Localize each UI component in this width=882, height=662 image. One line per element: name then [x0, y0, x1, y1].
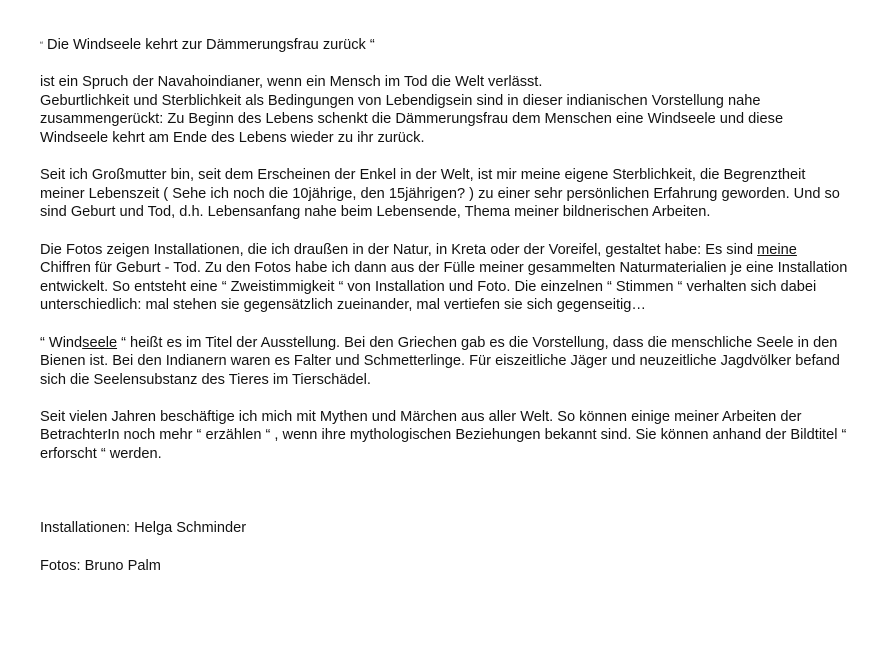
document-title: [40, 36, 850, 55]
paragraph-gap: [40, 148, 850, 167]
paragraph-2: Seit ich Großmutter bin, seit dem Erscheinen der Enkel in der Welt, ist mir meine eigene Sterblichkeit, die Begrenztheit meiner Lebenszeit ( Sehe ich noch die 10jährige, den 15jährigen? ) zu einer sehr persönlichen Erfahrung geworden. Und so sind Geburt und Tod, d.h. Lebensanfang nahe beim Lebensende, Thema meiner bildnerischen Arbeiten.: [40, 167, 840, 221]
title-open-quote: “: [40, 40, 43, 50]
paragraph-5: Seit vielen Jahren beschäftige ich mich mit Mythen und Märchen aus aller Welt. So können einige meiner Arbeiten der BetrachterIn noch mehr “ erzählen “ , wenn ihre mythologischen Beziehungen bekannt sind. Sie können anhand der Bildtitel “ erforscht “ werden.: [40, 408, 847, 463]
paragraph-4: [40, 334, 850, 390]
paragraph-4-text-after: “ heißt es im Titel der Ausstellung. Bei den Griechen gab es die Vorstellung, dass die menschliche Seele in den Bienen ist. Bei den Indianern waren es Falter und Schmetterlinge. Für eiszeitliche Jäger und neuzeitliche Jagdvölker befand sich die Seelensubstanz des Tieres im Tierschädel.: [40, 334, 840, 388]
section-gap: [40, 464, 850, 520]
paragraph-3-text-after: Chiffren für Geburt - Tod. Zu den Fotos habe ich dann aus der Fülle meiner gesammelten Naturmaterialien je eine Installation entwickelt. So entsteht eine “ Zweistimmigkeit “ von Installation und Foto. Die einzelnen “ Stimmen “ verhalten sich dabei unterschiedlich: mal stehen sie gegensätzlich zueinander, mal vertiefen sie sich gegenseitig…: [40, 260, 848, 314]
paragraph-gap: [40, 538, 850, 557]
paragraph-gap: [40, 389, 850, 408]
credit-photos: Fotos: Bruno Palm: [40, 557, 161, 574]
paragraph-gap: [40, 55, 850, 74]
paragraph-4-text-before: “ Wind: [40, 334, 83, 351]
paragraph-1-line-1: ist ein Spruch der Navahoindianer, wenn ein Mensch im Tod die Welt verlässt.: [40, 74, 543, 91]
paragraph-3: [40, 241, 850, 315]
paragraph-4-underlined-word: seele: [82, 334, 118, 351]
paragraph-1-line-2: Geburtlichkeit und Sterblichkeit als Bedingungen von Lebendigsein sind in dieser indianischen Vorstellung nahe zusammengerückt: Zu Beginn des Lebens schenkt die Dämmerungsfrau dem Menschen eine Windseele und diese Windseele kehrt am Ende des Lebens wieder zu ihr zurück.: [40, 92, 784, 146]
credit-installations: Installationen: Helga Schminder: [40, 520, 247, 537]
title-text: Die Windseele kehrt zur Dämmerungsfrau zurück “: [43, 37, 375, 53]
paragraph-3-underlined-word: meine: [757, 241, 797, 258]
document-body: [40, 36, 850, 575]
paragraph-3-text-before: Die Fotos zeigen Installationen, die ich draußen in der Natur, in Kreta oder der Voreifel, gestaltet habe: Es sind: [40, 241, 758, 258]
paragraph-gap: [40, 222, 850, 241]
paragraph-gap: [40, 315, 850, 334]
